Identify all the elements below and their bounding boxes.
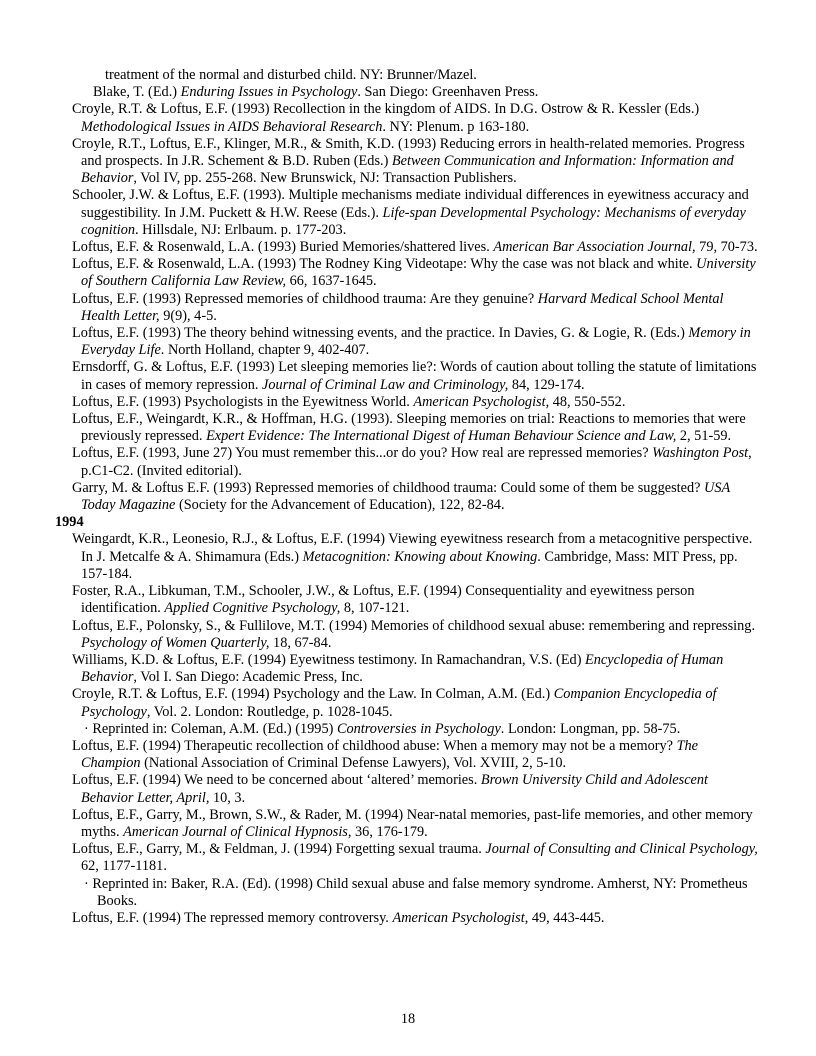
ref-title: Life-span Developmental Psychology: Mechanisms of everyday cognition <box>81 204 746 238</box>
ref-text: , 49, 443-445. <box>524 909 605 926</box>
ref-text: 66, 1637-1645. <box>286 273 377 290</box>
ref-text: Loftus, E.F., Garry, M., & Feldman, J. (1994) Forgetting sexual trauma. <box>72 841 486 858</box>
ref-title: Journal of Criminal Law and Criminology, <box>262 376 509 393</box>
ref-title: Encyclopedia of Human Behavior <box>81 651 724 686</box>
list-item <box>55 841 760 875</box>
ref-text: 10, 3. <box>209 789 246 806</box>
year-heading-1994: 1994 <box>55 514 84 531</box>
ref-text: 2, 51-59. <box>676 428 732 445</box>
ref-text: · Reprinted in: Coleman, A.M. (Ed.) (1995) <box>84 720 337 737</box>
list-item <box>55 531 760 583</box>
ref-text: 48, 550-552. <box>549 393 626 410</box>
list-item <box>55 910 760 927</box>
ref-text: Loftus, E.F. (1993) Psychologists in the Eyewitness World. <box>72 393 414 410</box>
ref-text: 79, 70-73. <box>695 239 758 256</box>
ref-text: Loftus, E.F. & Rosenwald, L.A. (1993) The Rodney King Videotape: Why the case was not black and white. <box>72 256 697 273</box>
ref-title: Metacognition: Knowing about Knowing <box>302 548 538 565</box>
ref-text: Blake, T. (Ed.) <box>93 84 181 101</box>
ref-text: Foster, R.A., Libkuman, T.M., Schooler, J.W., & Loftus, E.F. (1994) Consequentiality and eyewitness person identification. <box>72 583 695 617</box>
ref-text: Loftus, E.F., Garry, M., Brown, S.W., & Rader, M. (1994) Near-natal memories, past-life memories, and other memory myths. <box>72 806 753 840</box>
ref-text: Loftus, E.F., Weingardt, K.R., & Hoffman, H.G. (1993). Sleeping memories on trial: Reactions to memories that were previously repressed. <box>72 411 746 445</box>
list-item <box>55 686 760 720</box>
ref-title: Methodological Issues in AIDS Behavioral Research <box>81 118 383 135</box>
ref-title: University of Southern California Law Review, <box>81 256 756 290</box>
ref-text: Croyle, R.T. & Loftus, E.F. (1993) Recollection in the kingdom of AIDS. In D.G. Ostrow & R. Kessler (Eds.) <box>72 101 700 118</box>
ref-text: Loftus, E.F., Polonsky, S., & Fullilove, M.T. (1994) Memories of childhood sexual abuse: remembering and repressing. <box>72 617 756 634</box>
references-1994 <box>55 531 760 927</box>
ref-text: Loftus, E.F. (1993) The theory behind witnessing events, and the practice. In Davies, G. & Logie, R. (Eds.) <box>72 325 689 342</box>
ref-text: Croyle, R.T., Loftus, E.F., Klinger, M.R., & Smith, K.D. (1993) Reducing errors in health-related memories. Progress and prospects. In J.R. Schement & B.D. Ruben (Eds.) <box>72 135 745 170</box>
list-item <box>55 583 760 617</box>
ref-text: (National Association of Criminal Defense Lawyers), Vol. XVIII, 2, 5-10. <box>140 755 567 772</box>
ref-title: Washington Post <box>652 445 749 462</box>
ref-title: Harvard Medical School Mental Health Letter, <box>81 290 724 324</box>
list-item <box>55 101 760 135</box>
list-item <box>55 876 760 910</box>
ref-text: (Society for the Advancement of Education), 122, 82-84. <box>175 497 505 514</box>
page-number: 18 <box>400 1011 416 1027</box>
ref-text: 36, 176-179. <box>351 823 428 840</box>
list-item <box>55 772 760 806</box>
ref-text: Loftus, E.F. (1994) We need to be concerned about ‘altered’ memories. <box>72 772 481 789</box>
list-item <box>55 411 760 445</box>
ref-text: Garry, M. & Loftus E.F. (1993) Repressed memories of childhood trauma: Could some of them be suggested? <box>72 479 705 496</box>
ref-text: Williams, K.D. & Loftus, E.F. (1994) Eyewitness testimony. In Ramachandran, V.S. (Ed) <box>72 651 586 668</box>
ref-title: Memory in Everyday Life <box>81 325 751 359</box>
ref-title: Brown University Child and Adolescent Behavior Letter, April, <box>81 772 709 806</box>
ref-title: USA Today Magazine <box>81 479 730 514</box>
ref-text: . Hillsdale, NJ: Erlbaum. p. 177-203. <box>135 221 347 238</box>
list-item <box>55 394 760 411</box>
ref-text: 8, 107-121. <box>340 600 410 617</box>
ref-text: . North Holland, chapter 9, 402-407. <box>160 342 370 359</box>
list-item <box>55 807 760 841</box>
list-item <box>55 652 760 686</box>
ref-text: , Vol IV, pp. 255-268. New Brunswick, NJ: Transaction Publishers. <box>133 170 517 187</box>
ref-text: Loftus, E.F. (1994) The repressed memory controversy. <box>72 909 393 926</box>
ref-title: American Bar Association Journal, <box>493 239 696 256</box>
list-item <box>55 738 760 772</box>
ref-text: 9(9), 4-5. <box>159 307 217 324</box>
ref-text: , Vol I. San Diego: Academic Press, Inc. <box>133 669 363 686</box>
ref-text: . NY: Plenum. p 163-180. <box>382 118 530 135</box>
ref-text: · Reprinted in: Baker, R.A. (Ed). (1998) Child sexual abuse and false memory syndrome. Amherst, NY: Prometheus Books. <box>84 875 748 909</box>
ref-text: . Cambridge, Mass: MIT Press, pp. 157-184. <box>81 548 738 582</box>
list-item <box>55 291 760 325</box>
ref-title: Controversies in Psychology <box>336 720 501 737</box>
ref-title: Applied Cognitive Psychology, <box>164 600 341 617</box>
ref-title: American Journal of Clinical Hypnosis, <box>123 823 352 840</box>
ref-title: Enduring Issues in Psychology <box>180 84 358 101</box>
list-item <box>55 187 760 239</box>
list-item <box>55 239 760 256</box>
ref-title: Psychology of Women Quarterly, <box>81 634 270 651</box>
ref-text: . San Diego: Greenhaven Press. <box>357 84 539 101</box>
ref-text: 62, 1177-1181. <box>81 858 167 875</box>
ref-text: Schooler, J.W. & Loftus, E.F. (1993). Multiple mechanisms mediate individual differences in eyewitness accuracy and suggestibility. In J.M. Puckett & H.W. Reese (Eds.). <box>72 187 749 221</box>
ref-title: American Psychologist, <box>413 393 550 410</box>
ref-text: Loftus, E.F. & Rosenwald, L.A. (1993) Buried Memories/shattered lives. <box>72 239 494 256</box>
ref-title: The Champion <box>81 737 699 772</box>
ref-text: Weingardt, K.R., Leonesio, R.J., & Loftus, E.F. (1994) Viewing eyewitness research from a metacognitive perspective. In J. Metcalfe & A. Shimamura (Eds.) <box>72 531 753 565</box>
ref-text: Loftus, E.F. (1993) Repressed memories of childhood trauma: Are they genuine? <box>72 290 538 307</box>
ref-text: . London: Longman, pp. 58-75. <box>500 720 681 737</box>
ref-text: Loftus, E.F. (1993, June 27) You must remember this...or do you? How real are repressed memories? <box>72 445 653 462</box>
list-item <box>55 480 760 514</box>
ref-title: American Psychologist <box>392 909 525 926</box>
ref-text: Croyle, R.T. & Loftus, E.F. (1994) Psychology and the Law. In Colman, A.M. (Ed.) <box>72 686 554 703</box>
ref-title: Between Communication and Information: Information and Behavior <box>81 153 734 187</box>
list-item <box>55 721 760 738</box>
ref-text: , p.C1-C2. (Invited editorial). <box>81 445 752 479</box>
list-item <box>55 256 760 290</box>
list-item <box>55 84 760 101</box>
list-item <box>55 359 760 393</box>
reference-list <box>55 67 760 927</box>
ref-text: 84, 129-174. <box>508 376 585 393</box>
ref-text: Loftus, E.F. (1994) Therapeutic recollection of childhood abuse: When a memory may not be a memory? <box>72 737 677 754</box>
list-item <box>55 325 760 359</box>
ref-text: 18, 67-84. <box>269 634 332 651</box>
references-1993 <box>55 101 760 514</box>
ref-text: , Vol. 2. London: Routledge, p. 1028-1045. <box>146 703 393 720</box>
ref-title: Expert Evidence: The International Digest of Human Behaviour Science and Law, <box>206 428 677 445</box>
ref-text: Ernsdorff, G. & Loftus, E.F. (1993) Let sleeping memories lie?: Words of caution about tolling the statute of limitations in cases of memory repression. <box>72 359 757 393</box>
ref-title: Journal of Consulting and Clinical Psychology, <box>485 841 758 858</box>
ref-title: Companion Encyclopedia of Psychology <box>81 686 717 720</box>
list-item <box>55 136 760 188</box>
list-item <box>55 445 760 479</box>
list-item <box>55 618 760 652</box>
continued-reference-line: treatment of the normal and disturbed child. NY: Brunner/Mazel. <box>105 67 477 83</box>
